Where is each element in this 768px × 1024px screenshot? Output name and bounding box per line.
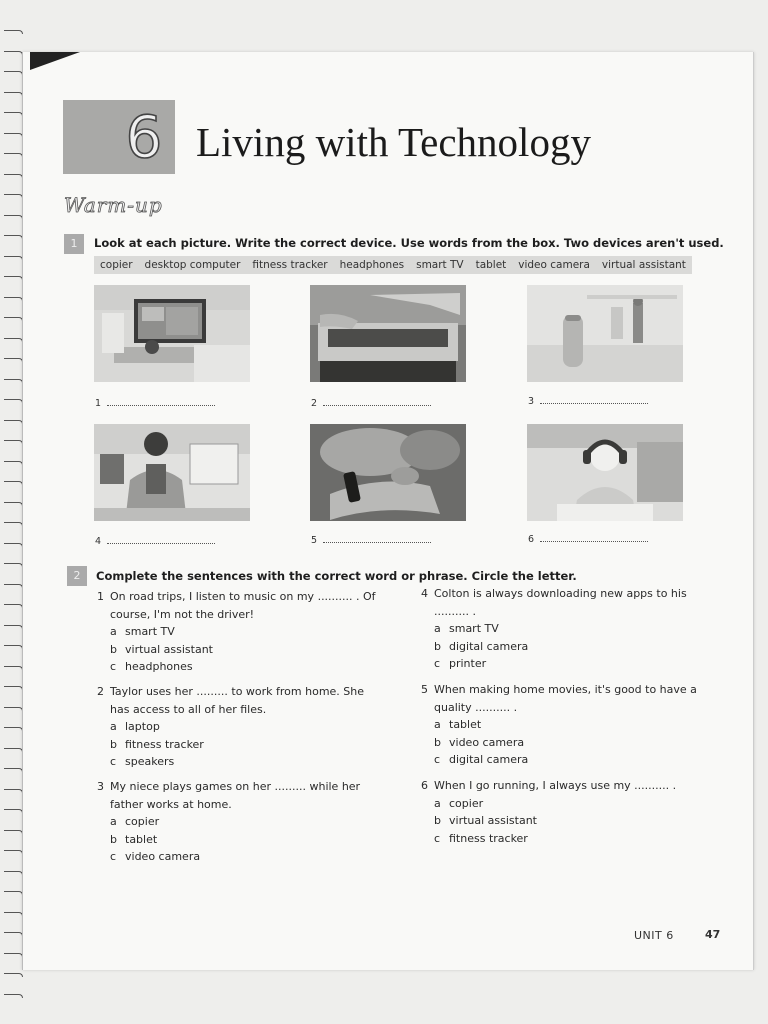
word-box-item: virtual assistant xyxy=(601,259,686,271)
exercise-badge-number: 2 xyxy=(73,569,81,582)
answer-number: 1 xyxy=(95,398,102,409)
question-text: .......... . xyxy=(434,604,476,618)
unit-number: 6 xyxy=(125,103,163,171)
page-number: 47 xyxy=(705,928,721,941)
exercise-2-badge xyxy=(67,566,87,586)
binding-ring xyxy=(4,707,23,711)
question-text: When I go running, I always use my .......... . xyxy=(434,779,677,792)
word-box-item: tablet xyxy=(475,259,507,271)
binding-ring xyxy=(4,133,23,137)
binding-ring xyxy=(4,358,23,362)
option-letter[interactable]: c xyxy=(434,753,441,766)
binding-ring xyxy=(4,379,23,383)
option-letter[interactable]: c xyxy=(434,831,441,845)
binding-ring xyxy=(4,850,23,854)
binding-ring xyxy=(4,338,23,342)
unit-title: Living with Technology xyxy=(196,119,591,165)
option-letter[interactable]: a xyxy=(110,720,117,733)
option-text: digital camera xyxy=(449,753,529,766)
binding-ring xyxy=(4,235,23,239)
option-letter[interactable]: c xyxy=(434,657,441,670)
answer-blank[interactable] xyxy=(323,397,431,406)
question-2 xyxy=(97,683,364,771)
question-text: On road trips, I listen to music on my .......... . Of xyxy=(110,590,376,603)
binding-ring xyxy=(4,912,23,916)
answer-number: 2 xyxy=(311,398,318,409)
word-box-item: desktop computer xyxy=(144,259,241,271)
question-text: quality .......... . xyxy=(434,700,518,714)
picture-desktop-computer xyxy=(94,424,250,521)
binding-ring xyxy=(4,830,23,834)
option[interactable] xyxy=(97,813,360,831)
word-box-item: headphones xyxy=(339,259,405,271)
option[interactable] xyxy=(97,736,364,754)
option[interactable] xyxy=(421,812,676,830)
option[interactable] xyxy=(421,734,697,752)
option-text: virtual assistant xyxy=(125,642,213,656)
option-text: copier xyxy=(125,815,160,828)
picture-fitness-tracker xyxy=(310,424,466,521)
question-text: Colton is always downloading new apps to his xyxy=(434,587,687,600)
option-letter[interactable]: c xyxy=(110,660,117,673)
binding-ring xyxy=(4,604,23,608)
binding-ring xyxy=(4,563,23,567)
option-text: fitness tracker xyxy=(125,737,204,751)
binding-ring xyxy=(4,112,23,116)
question-text: course, I'm not the driver! xyxy=(110,607,255,621)
binding-ring xyxy=(4,174,23,178)
option[interactable] xyxy=(421,751,697,769)
picture-headphones xyxy=(527,424,683,521)
binding-ring xyxy=(4,686,23,690)
binding-ring xyxy=(4,276,23,280)
option-text: virtual assistant xyxy=(449,814,537,827)
exercise-2-instruction: Complete the sentences with the correct word or phrase. Circle the letter. xyxy=(96,569,577,583)
binding-ring xyxy=(4,502,23,506)
binding-ring xyxy=(4,973,23,977)
binding-ring xyxy=(4,891,23,895)
answer-blank[interactable] xyxy=(107,397,215,406)
binding-ring xyxy=(4,461,23,465)
picture-virtual-assistant xyxy=(527,285,683,382)
binding-ring xyxy=(4,871,23,875)
binding-ring xyxy=(4,481,23,485)
option[interactable] xyxy=(97,641,376,659)
answer-blank[interactable] xyxy=(107,535,215,544)
option[interactable] xyxy=(421,795,676,813)
binding-ring xyxy=(4,71,23,75)
answer-number: 3 xyxy=(528,396,535,407)
answer-number: 4 xyxy=(95,536,102,547)
binding-ring xyxy=(4,215,23,219)
option-text: speakers xyxy=(125,755,175,768)
word-box-item: smart TV xyxy=(416,259,464,271)
binding-ring xyxy=(4,420,23,424)
option[interactable] xyxy=(421,638,687,656)
option-letter[interactable]: b xyxy=(434,639,441,653)
option-letter[interactable]: b xyxy=(110,832,117,846)
question-number: 4 xyxy=(421,587,428,600)
binding-ring xyxy=(4,953,23,957)
option[interactable] xyxy=(97,623,376,641)
option[interactable] xyxy=(97,831,360,849)
option[interactable] xyxy=(97,658,376,676)
option-letter[interactable]: b xyxy=(434,814,441,827)
option-letter[interactable]: c xyxy=(110,755,117,768)
answer-line-3[interactable] xyxy=(528,395,648,407)
binding-ring xyxy=(4,256,23,260)
option-letter[interactable]: a xyxy=(110,625,117,638)
question-1 xyxy=(97,588,376,676)
answer-line-5[interactable] xyxy=(311,534,431,546)
binding-ring xyxy=(4,625,23,629)
binding-ring xyxy=(4,440,23,444)
binding-ring xyxy=(4,297,23,301)
answer-number: 6 xyxy=(528,534,535,545)
binding-ring xyxy=(4,666,23,670)
option[interactable] xyxy=(421,655,687,673)
option-text: copier xyxy=(449,796,484,810)
question-3 xyxy=(97,778,360,866)
question-text: father works at home. xyxy=(110,797,232,811)
binding-ring xyxy=(4,92,23,96)
binding-ring xyxy=(4,932,23,936)
binding-ring xyxy=(4,51,23,55)
option-text: smart TV xyxy=(449,622,499,635)
option-letter[interactable]: a xyxy=(434,622,441,635)
question-number: 2 xyxy=(97,685,104,698)
picture-smart-tv xyxy=(94,285,250,382)
question-text: When making home movies, it's good to have a xyxy=(434,683,697,696)
section-heading: Warm-up xyxy=(64,193,163,217)
answer-line-1[interactable] xyxy=(95,397,215,409)
question-text: My niece plays games on her ......... while her xyxy=(110,780,361,793)
option-letter[interactable]: b xyxy=(110,737,117,751)
page-corner xyxy=(30,52,80,70)
option-letter[interactable]: b xyxy=(110,642,117,656)
option[interactable] xyxy=(97,718,364,736)
option-text: tablet xyxy=(125,832,158,846)
binding-ring xyxy=(4,809,23,813)
question-number: 1 xyxy=(97,590,104,603)
word-box-item: fitness tracker xyxy=(252,259,328,271)
exercise-1-instruction: Look at each picture. Write the correct device. Use words from the box. Two devices aren't used. xyxy=(94,236,724,250)
exercise-badge-number: 1 xyxy=(70,237,78,250)
option-text: laptop xyxy=(125,720,160,733)
binding-ring xyxy=(4,194,23,198)
answer-line-4[interactable] xyxy=(95,535,215,547)
option-letter[interactable]: a xyxy=(110,815,117,828)
word-box xyxy=(94,256,692,274)
question-number: 3 xyxy=(97,780,104,793)
option-text: video camera xyxy=(449,735,525,749)
option-letter[interactable]: a xyxy=(434,718,441,731)
answer-line-2[interactable] xyxy=(311,397,431,409)
option[interactable] xyxy=(421,830,676,848)
question-number: 5 xyxy=(421,683,428,696)
binding-ring xyxy=(4,789,23,793)
question-text: Taylor uses her ......... to work from home. She xyxy=(110,685,365,698)
option-text: digital camera xyxy=(449,639,529,653)
answer-blank[interactable] xyxy=(540,533,648,542)
word-box-item: copier xyxy=(100,259,133,271)
binding-ring xyxy=(4,399,23,403)
option[interactable] xyxy=(97,848,360,866)
binding-ring xyxy=(4,317,23,321)
answer-blank[interactable] xyxy=(323,534,431,543)
binding-ring xyxy=(4,543,23,547)
option-letter[interactable]: c xyxy=(110,850,117,863)
binding-ring xyxy=(4,768,23,772)
option-text: fitness tracker xyxy=(449,831,528,845)
binding-ring xyxy=(4,645,23,649)
question-text: has access to all of her files. xyxy=(110,702,267,716)
option[interactable] xyxy=(421,716,697,734)
question-4 xyxy=(421,585,687,673)
binding-ring xyxy=(4,30,23,34)
question-6 xyxy=(421,777,676,847)
picture-copier xyxy=(310,285,466,382)
option-text: smart TV xyxy=(125,625,175,638)
option-text: video camera xyxy=(125,850,201,863)
option-text: headphones xyxy=(125,660,193,673)
binding-ring xyxy=(4,522,23,526)
option-text: printer xyxy=(449,657,487,670)
binding-ring xyxy=(4,153,23,157)
option[interactable] xyxy=(97,753,364,771)
footer-unit-label: UNIT 6 xyxy=(634,929,674,942)
option-letter[interactable]: b xyxy=(434,735,441,749)
binding-ring xyxy=(4,994,23,998)
binding-ring xyxy=(4,584,23,588)
exercise-1-badge xyxy=(64,234,84,254)
option-letter[interactable]: a xyxy=(434,796,441,810)
binding-ring xyxy=(4,727,23,731)
option[interactable] xyxy=(421,620,687,638)
answer-line-6[interactable] xyxy=(528,533,648,545)
word-box-item: video camera xyxy=(518,259,590,271)
binding-ring xyxy=(4,748,23,752)
question-5 xyxy=(421,681,697,769)
option-text: tablet xyxy=(449,718,482,731)
answer-blank[interactable] xyxy=(540,395,648,404)
question-number: 6 xyxy=(421,779,428,792)
answer-number: 5 xyxy=(311,535,318,546)
